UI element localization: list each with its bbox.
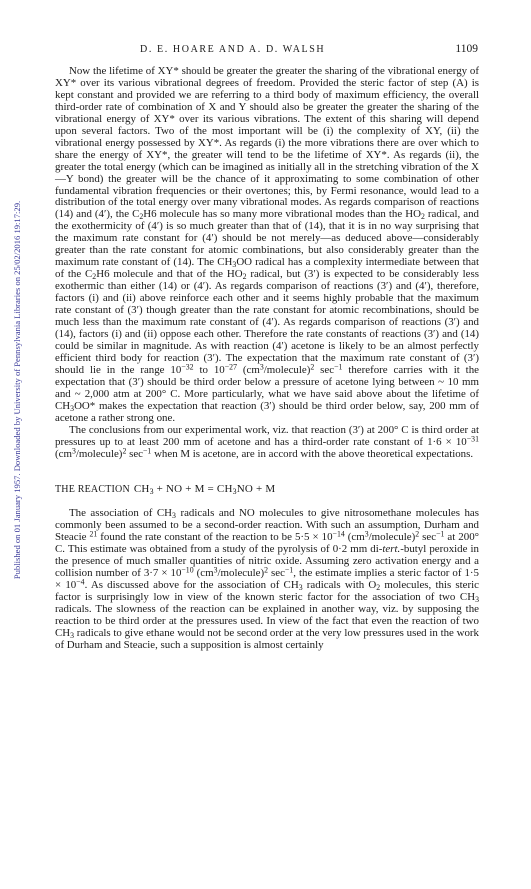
paragraph-lifetime-discussion: Now the lifetime of XY* should be greater the greater the sharing of the vibrational energy of XY* over its various vibrational degrees of freedom. Provided the steric factor of step (A) is kept constant and provided we are referring to a third body of maximum efficiency, the overall third-order rate of combination of X and Y should also be greater the greater the sharing of the vibrational energy of XY* over its various vibrations. The extent of this sharing will depend upon several factors. Two of the most important will be (i) the complexity of XY, (ii) the vibrational energy possessed by XY*. As regards (i) the more vibrations there are over which to share the energy of XY*, the greater will tend to be the lifetime of XY*. As regards (ii), the greater the total energy (which can be imagined as initially all in the stretching vibration of the X—Y bond) the greater will be the chance of it approximating to some combination of other fundamental vibration frequencies or their overtones; this, by Fermi resonance, would lead to a distribution of the total energy over many vibrational modes. As regards comparison of reactions (14) and (4′), the $C_2H6$ molecule has so many more vibrational modes than the $HO_2$ radical, and the exothermicity of (4′) is so much greater than that of (14), that it is in no way surprising that the maximum rate constant for (4′) should be not merely—as deduced above—considerably greater than the rate constant for atomic combinations, but also considerably greater than the maximum rate constant of (14). The $CH_3OO$ radical has a complexity intermediate between that of the $C_2H6$ molecule and that of the $HO_2$ radical, but (3′) is expected to be considerably less exothermic than either (14) or (4′). As regards comparison of reactions (3′) and (4′), therefore, factors (i) and (ii) above reinforce each other and it seems highly probable that the maximum rate constant of (3′) though greater than the rate constant for atomic recombinations, should be much less than the maximum rate constant of (4′). As regards comparison of reactions (3′) and (14), factors (i) and (ii) oppose each other. Therefore the rate constants of reactions (3′) and (14) could be similar in magnitude. As with reaction (4′) acetone is likely to be an almost perfectly efficient third body for reaction (3′). The expectation that the maximum rate constant of (3′) should lie in the range $10^{-32}$ to $10^{-27}$ $(cm^3/molecule)^2$ $\sec^{-1}$ therefore carries with it the expectation that (3′) should be third order below a pressure of acetone lying between ~ 10 mm and ~ 2,000 atm at 200° C. More particularly, what we have said above about the lifetime of $CH_3OO*$ makes the expectation that reaction (3′) should be third order below, say, 200 mm of acetone a rather strong one. bbox=[55, 65, 479, 424]
running-header bbox=[78, 44, 478, 60]
running-head-authors: D. E. HOARE AND A. D. WALSH bbox=[140, 44, 326, 55]
paragraph-ch3-no-association: The association of $CH_3$ radicals and NO molecules to give nitrosomethane molecules has commonly been assumed to be a second-order reaction. With such an assumption, Durham and Steacie $^{21}$ found the rate constant of the reaction to be $5\cdot 5 \times 10^{-14}$ $(cm^3/molecule)^2$ $\sec^{-1}$ at 200° C. This estimate was obtained from a study of the pyrolysis of 0·2 mm di-tert.-butyl peroxide in the presence of much smaller quantities of nitric oxide. Assuming zero activation energy and a collision number of $3\cdot 7 \times 10^{-10}$ $(cm^3/molecule)^2$ $\sec^{-1}$, the estimate implies a steric factor of $1\cdot 5 \times 10^{-4}$. As discussed above for the association of $CH_3$ radicals with $O_2$ molecules, this steric factor is surprisingly low in view of the known steric factor for the association of two $CH_3$ radicals. The slowness of the reaction can be explained in another way, viz. by supposing the reaction to be third order at the pressures used. In view of the fact that even the reaction of two $CH_3$ radicals to give ethane would not be second order at the very low pressures used in the work of Durham and Steacie, such a supposition is almost certainly bbox=[55, 507, 480, 651]
section-equation: $CH_3$ + NO + $M = CH_3NO + M$ bbox=[133, 483, 276, 497]
section-heading bbox=[55, 484, 479, 496]
paragraph-conclusions: The conclusions from our experimental work, viz. that reaction (3′) at 200° C is third order at pressures up to at least 200 mm of acetone and has a third-order rate constant of $1\cdot 6 \times 10^{-31}$ $(cm^3/molecule)^2$ $\sec^{-1}$ when M is acetone, are in accord with the above theoretical expectations. bbox=[55, 423, 479, 460]
download-notice bbox=[7, 70, 27, 710]
download-notice-text: Published on 01 January 1957. Downloaded by University of Pennsylvania Libraries on 25/02/2016 19:17:29. bbox=[12, 200, 22, 580]
page-number: 1109 bbox=[455, 43, 478, 55]
section-label: THE REACTION bbox=[55, 484, 130, 496]
article-body bbox=[55, 66, 479, 652]
